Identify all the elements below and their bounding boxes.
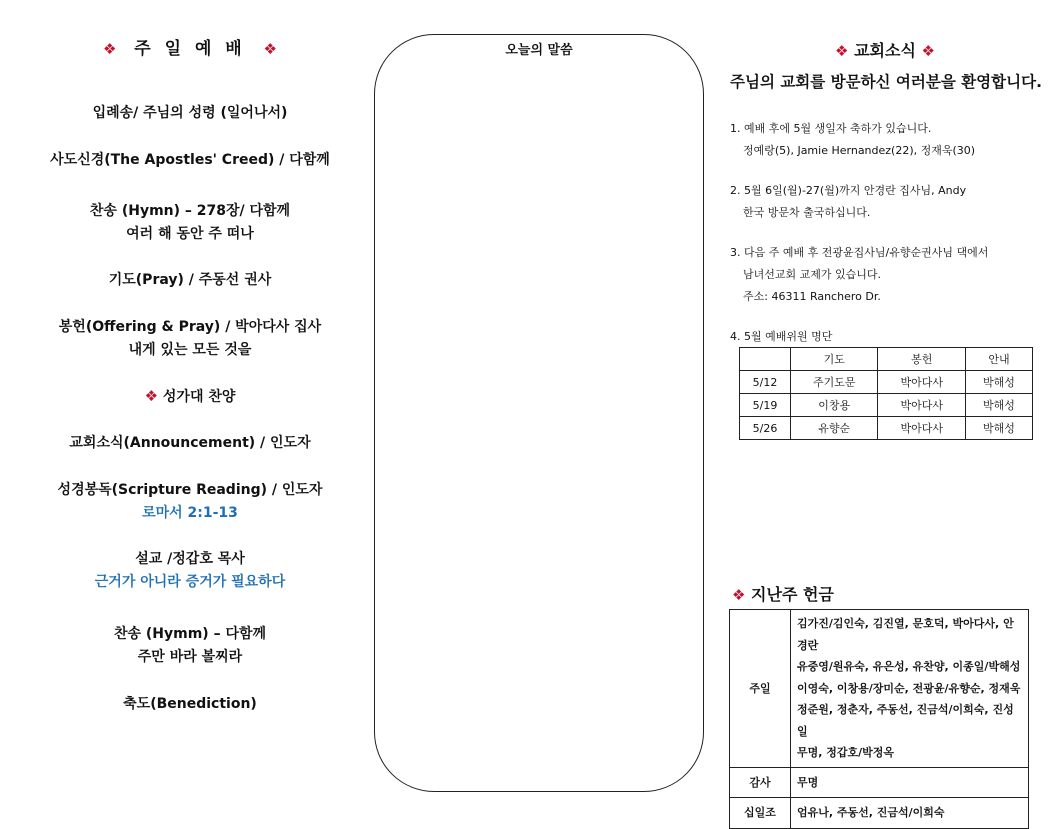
worship-item: 봉헌(Offering & Pray) / 박아다사 집사 내게 있는 모든 것을 bbox=[20, 316, 360, 362]
offering-names: 김가진/김인숙, 김진열, 문호덕, 박아다사, 안경란 bbox=[797, 617, 1014, 652]
offering-category: 십일조 bbox=[730, 798, 791, 829]
worship-item-detail: 주만 바라 볼찌라 bbox=[137, 649, 243, 665]
roster-cell: 이창용 bbox=[791, 394, 878, 417]
welcome-text: 주님의 교회를 방문하신 여러분을 환영합니다. bbox=[730, 73, 1042, 91]
roster-cell: 기도 bbox=[791, 348, 878, 371]
roster-header-row bbox=[740, 348, 1033, 371]
roster-cell: 박해성 bbox=[965, 371, 1032, 394]
diamond-cluster-icon: ❖ bbox=[263, 40, 277, 58]
roster-cell: 박아다사 bbox=[878, 371, 965, 394]
offering-row bbox=[730, 767, 1029, 798]
worship-item: 찬송 (Hymn) – 278장/ 다함께 여러 해 동안 주 떠나 bbox=[20, 200, 360, 246]
offering-names: 무명, 정갑호/박정옥 bbox=[797, 746, 895, 759]
worship-item: 교회소식(Announcement) / 인도자 bbox=[69, 435, 311, 451]
roster-cell: 박아다사 bbox=[878, 417, 965, 440]
roster-cell: 봉헌 bbox=[878, 348, 965, 371]
diamond-cluster-icon: ❖ bbox=[103, 40, 117, 58]
offering-row bbox=[730, 610, 1029, 768]
worship-item: 기도(Pray) / 주동선 권사 bbox=[108, 272, 272, 288]
worship-item: 성경봉독(Scripture Reading) / 인도자 로마서 2:1-13 bbox=[20, 479, 360, 525]
todays-word-panel bbox=[374, 34, 704, 792]
worship-item: 입례송/ 주님의 성령 (일어나서) bbox=[92, 105, 288, 121]
worship-item-detail: 여러 해 동안 주 떠나 bbox=[126, 226, 254, 242]
diamond-cluster-icon: ❖ bbox=[835, 42, 849, 60]
roster-row bbox=[740, 371, 1033, 394]
diamond-cluster-icon: ❖ bbox=[732, 586, 746, 604]
news-item-4: 4. 5월 예배위원 명단 bbox=[730, 330, 833, 343]
roster-cell: 5/12 bbox=[740, 371, 791, 394]
offering-names: 정준원, 정춘자, 주동선, 진금석/이희숙, 진성일 bbox=[797, 703, 1014, 738]
roster-table bbox=[739, 347, 1033, 440]
roster-cell: 유향순 bbox=[791, 417, 878, 440]
worship-item: 찬송 (Hymm) – 다함께 주만 바라 볼찌라 bbox=[20, 623, 360, 669]
offering-names: 이영숙, 이창용/장미순, 전광윤/유향순, 정재욱 bbox=[797, 681, 1021, 695]
offering-category: 주일 bbox=[730, 610, 791, 768]
roster-row bbox=[740, 417, 1033, 440]
news-title: ❖ 교회소식 ❖ bbox=[835, 41, 935, 60]
roster-cell: 박아다사 bbox=[878, 394, 965, 417]
roster-cell: 안내 bbox=[965, 348, 1032, 371]
diamond-cluster-icon: ❖ bbox=[144, 387, 159, 405]
news-item-3: 3. 다음 주 예배 후 전광윤집사님/유향순권사님 댁에서 남녀선교회 교제가 있습니다. 주소: 46311 Ranchero Dr. bbox=[730, 246, 989, 303]
roster-cell: 5/26 bbox=[740, 417, 791, 440]
worship-item-detail: 근거가 아니라 증거가 필요하다 bbox=[94, 574, 286, 590]
offering-title: ❖ 지난주 헌금 bbox=[732, 585, 834, 604]
worship-item: ❖ 성가대 찬양 bbox=[144, 387, 236, 405]
roster-cell: 5/19 bbox=[740, 394, 791, 417]
roster-cell: 박해성 bbox=[965, 417, 1032, 440]
worship-item-detail: 로마서 2:1-13 bbox=[142, 505, 238, 521]
news-item-1: 1. 예배 후에 5월 생일자 축하가 있습니다. 정예랑(5), Jamie Hernandez(22), 정재욱(30) bbox=[730, 122, 976, 157]
roster-row bbox=[740, 394, 1033, 417]
offering-names: 유중영/원유숙, 유은성, 유찬양, 이종일/박해성 bbox=[797, 660, 1021, 673]
worship-item: 사도신경(The Apostles' Creed) / 다함께 bbox=[50, 152, 330, 168]
worship-item: 설교 /정갑호 목사 근거가 아니라 증거가 필요하다 bbox=[20, 548, 360, 594]
offering-names: 무명 bbox=[797, 775, 819, 789]
offering-category: 감사 bbox=[730, 767, 791, 798]
offering-row bbox=[730, 798, 1029, 829]
offering-names: 엄유나, 주동선, 진금석/이희숙 bbox=[797, 806, 945, 819]
offering-table bbox=[729, 609, 1029, 829]
roster-cell: 박해성 bbox=[965, 394, 1032, 417]
worship-title: ❖ 주 일 예 배 ❖ bbox=[103, 39, 277, 59]
todays-word-title: 오늘의 말씀 bbox=[505, 43, 573, 58]
worship-item: 축도(Benediction) bbox=[123, 696, 257, 712]
worship-item-detail: 내게 있는 모든 것을 bbox=[128, 342, 252, 358]
diamond-cluster-icon: ❖ bbox=[921, 42, 935, 60]
roster-cell bbox=[740, 348, 791, 371]
news-item-2: 2. 5월 6일(월)-27(월)까지 안경란 집사님, Andy 한국 방문차 출국하십니다. bbox=[730, 184, 967, 219]
roster-cell: 주기도문 bbox=[791, 371, 878, 394]
